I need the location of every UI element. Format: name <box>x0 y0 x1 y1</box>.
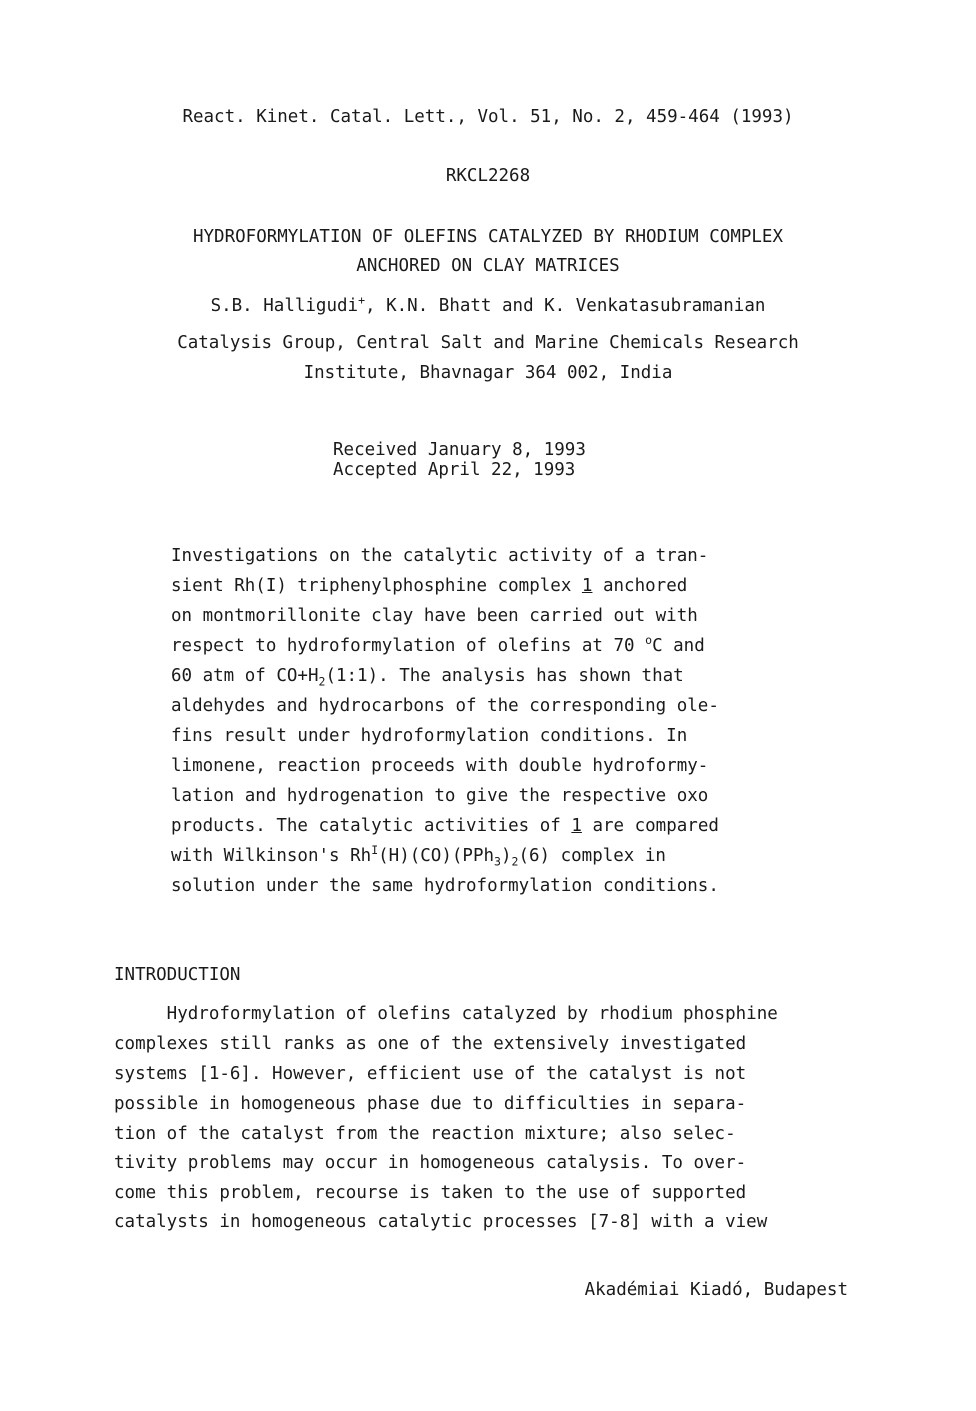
abstract-line: aldehydes and hydrocarbons of the corresponding ole- <box>171 696 719 716</box>
affiliation-line-2: Institute, Bhavnagar 364 002, India <box>303 363 673 383</box>
body-line: systems [1-6]. However, efficient use of the catalyst is not <box>114 1064 747 1084</box>
authors <box>0 295 976 317</box>
body-line: Hydroformylation of olefins catalyzed by rhodium phosphine <box>114 1004 778 1024</box>
body-line: complexes still ranks as one of the extensively investigated <box>114 1034 747 1054</box>
abstract-line: lation and hydrogenation to give the respective oxo <box>171 786 709 806</box>
journal-citation: React. Kinet. Catal. Lett., Vol. 51, No. 2, 459-464 (1993) <box>182 107 794 127</box>
article-code: RKCL2268 <box>445 166 531 186</box>
received-date: Received January 8, 1993 <box>333 440 586 460</box>
section-heading-introduction: INTRODUCTION <box>114 965 241 985</box>
title-line-1: HYDROFORMYLATION OF OLEFINS CATALYZED BY RHODIUM COMPLEX <box>192 227 783 247</box>
author-rest: , K.N. Bhatt and K. Venkatasubramanian <box>365 296 766 316</box>
abstract-line: 60 atm of $CO+H_2(1:1)$. The analysis has shown that <box>171 666 684 689</box>
abstract-line: products. The catalytic activities of 1 are compared <box>171 816 719 836</box>
accepted-date: Accepted April 22, 1993 <box>333 460 576 480</box>
abstract-line: with Wilkinson's $Rh^I(H)(CO)(PPh_3)_2(6)$ complex in <box>171 843 666 869</box>
compound-number: 1 <box>581 576 593 596</box>
abstract-line: Investigations on the catalytic activity of a tran- <box>171 546 709 566</box>
author-first: S.B. Halligudi <box>210 296 359 316</box>
body-line: tivity problems may occur in homogeneous catalysis. To over- <box>114 1153 747 1173</box>
abstract-line: sient Rh(I) triphenylphosphine complex 1 anchored <box>171 576 688 596</box>
affiliation-line-1: Catalysis Group, Central Salt and Marine Chemicals Research <box>177 333 799 353</box>
corresponding-mark: + <box>358 293 366 308</box>
degree-mark: o <box>645 633 653 648</box>
abstract-line: respect to hydroformylation of olefins at 70 $^o$C and <box>171 633 705 656</box>
body-line: come this problem, recourse is taken to the use of supported <box>114 1183 747 1203</box>
publisher-footer: Akadémiai Kiadó, Budapest <box>584 1280 848 1300</box>
abstract-line: solution under the same hydroformylation conditions. <box>171 876 719 896</box>
body-line: catalysts in homogeneous catalytic processes [7-8] with a view <box>114 1212 768 1232</box>
abstract-line: fins result under hydroformylation conditions. In <box>171 726 688 746</box>
body-line: tion of the catalyst from the reaction mixture; also selec- <box>114 1124 736 1144</box>
body-line: possible in homogeneous phase due to difficulties in separa- <box>114 1094 747 1114</box>
abstract-line: on montmorillonite clay have been carried out with <box>171 606 698 626</box>
abstract-line: limonene, reaction proceeds with double hydroformy- <box>171 756 709 776</box>
title-line-2: ANCHORED ON CLAY MATRICES <box>356 256 620 276</box>
compound-number: 1 <box>571 816 582 836</box>
